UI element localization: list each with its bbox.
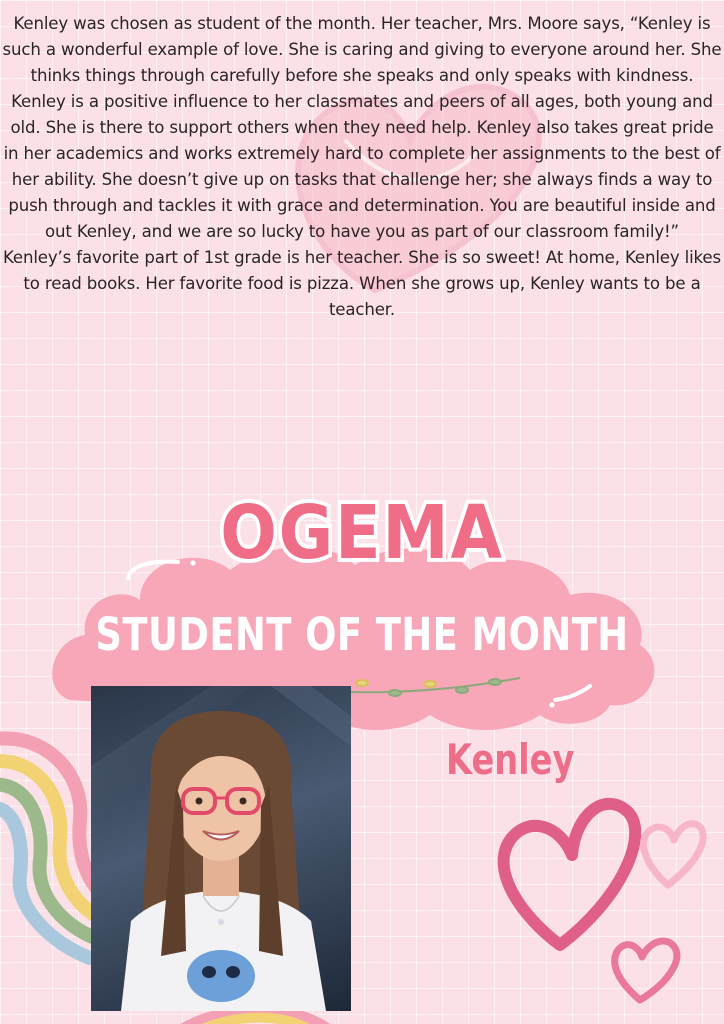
student-photo: [91, 686, 351, 1011]
heart-icon: [504, 804, 636, 945]
article-paragraph-2: Kenley’s favorite part of 1st grade is her teacher. She is so sweet! At home, Kenley likes to read books. Her favorite food is pizza. When she grows up, Kenley wants to be a teacher.: [3, 248, 721, 319]
rainbow-stripes-bottom: [180, 1009, 330, 1024]
article-paragraph-1: Kenley was chosen as student of the month. Her teacher, Mrs. Moore says, “Kenley is such a wonderful example of love. She is caring and giving to everyone around her. She thinks things through carefully before she speaks and only speaks with kindness. Kenley is a positive influence to her classmates and peers of all ages, both young and old. She is there to support others when they need help. Kenley also takes great pride in her academics and works extremely hard to complete her assignments to the best of her ability. She doesn’t give up on tasks that challenge her; she always finds a way to push through and tackles it with grace and determination. You are beautiful inside and out Kenley, and we are so lucky to have you as part of our classroom family!”: [2, 14, 722, 241]
heart-icon: [644, 824, 704, 885]
student-of-month-title: STUDENT OF THE MONTH: [95, 608, 629, 661]
article-text: [0, 11, 724, 323]
student-portrait: [91, 686, 351, 1011]
school-title: OGEMA: [220, 490, 504, 576]
student-name: Kenley: [446, 735, 575, 784]
heart-icon: [615, 941, 677, 1000]
